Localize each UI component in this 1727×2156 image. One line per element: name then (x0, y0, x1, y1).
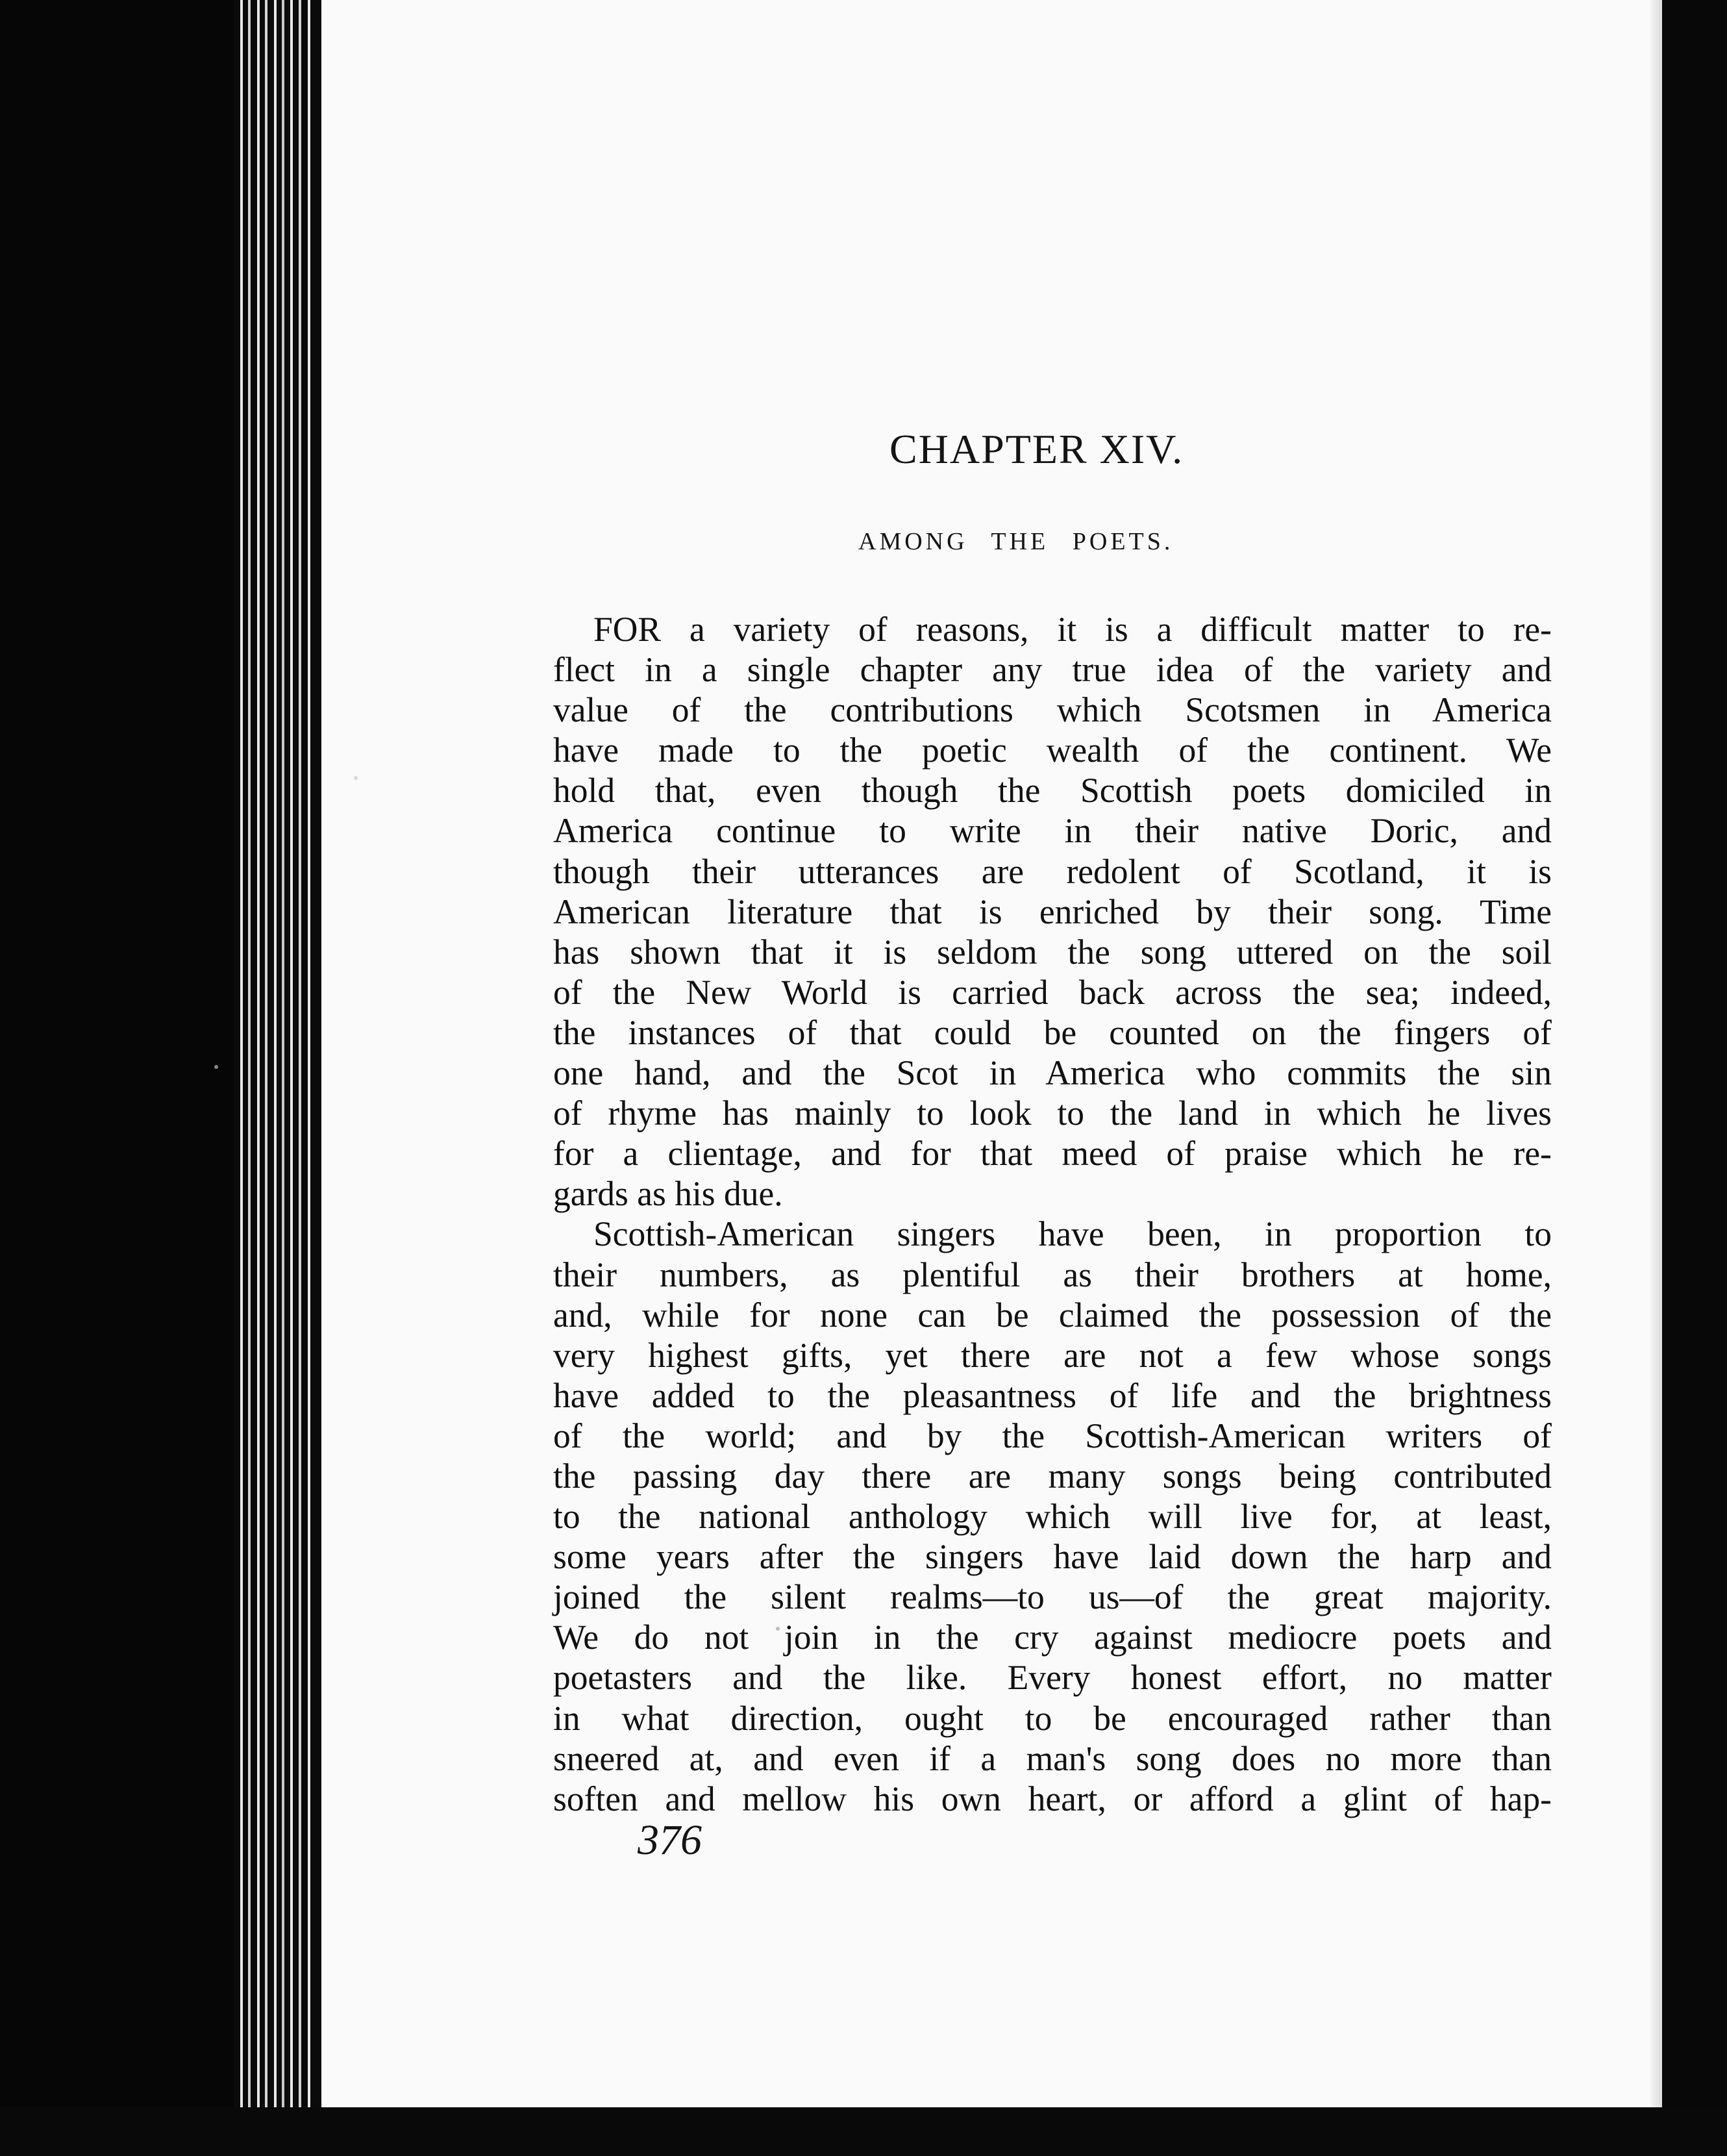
scan-bottom-margin (0, 2107, 1727, 2156)
text-line: for a clientage, and for that meed of praise which he re- (553, 1134, 1552, 1173)
text-line: has shown that it is seldom the song uttered on the soil (553, 932, 1552, 971)
text-line: have made to the poetic wealth of the continent. We (553, 731, 1552, 770)
section-title: AMONG THE POETS. (858, 528, 1174, 555)
page-edge-line (248, 0, 251, 2156)
text-line: the passing day there are many songs being contributed (553, 1456, 1552, 1496)
text-line: to the national anthology which will live for, at least, (553, 1497, 1552, 1536)
text-line: Scottish-American singers have been, in proportion to (593, 1214, 1552, 1254)
chapter-title: CHAPTER XIV. (889, 426, 1184, 472)
scan-speck (354, 776, 358, 780)
text-line: have added to the pleasantness of life and the brightness (553, 1375, 1552, 1415)
page-edge-line (308, 0, 310, 2156)
page-edge-line (282, 0, 284, 2156)
page-edge-line (265, 0, 267, 2156)
page-edge-line (299, 0, 301, 2156)
text-line: American literature that is enriched by their song. Time (553, 892, 1552, 931)
text-line: gards as his due. (553, 1174, 783, 1214)
text-line: value of the contributions which Scotsmen in America (553, 690, 1552, 730)
text-line: though their utterances are redolent of Scotland, it is (553, 851, 1552, 891)
text-line: joined the silent realms—to us—of the great majority. (553, 1577, 1552, 1617)
book-binding-shadow (0, 0, 234, 2156)
text-line: their numbers, as plentiful as their brothers at home, (553, 1255, 1552, 1294)
text-line: very highest gifts, yet there are not a few whose songs (553, 1335, 1552, 1375)
text-line: of the New World is carried back across the sea; indeed, (553, 972, 1552, 1012)
text-line: and, while for none can be claimed the possession of the (553, 1295, 1552, 1335)
paragraph (553, 1214, 1552, 1818)
text-line: of the world; and by the Scottish-American writers of (553, 1416, 1552, 1455)
text-line: America continue to write in their native Doric, and (553, 811, 1552, 851)
text-line: the instances of that could be counted on the fingers of (553, 1012, 1552, 1052)
text-line: one hand, and the Scot in America who commits the sin (553, 1053, 1552, 1093)
text-line: poetasters and the like. Every honest effort, no matter (553, 1658, 1552, 1698)
text-line: FOR a variety of reasons, it is a difficult matter to re- (593, 610, 1552, 649)
paragraph (553, 609, 1552, 1214)
text-line: hold that, even though the Scottish poets domiciled in (553, 771, 1552, 810)
text-line: soften and mellow his own heart, or afford a glint of hap- (553, 1779, 1552, 1818)
text-line: in what direction, ought to be encouraged rather than (553, 1698, 1552, 1738)
page-edge-line (274, 0, 277, 2156)
page-edge-line (290, 0, 293, 2156)
page-number: 376 (638, 1816, 702, 1864)
facing-page-edge (1662, 0, 1727, 2156)
text-line: We do not join in the cry against mediocre poets and (553, 1618, 1552, 1657)
text-line: some years after the singers have laid down the harp and (553, 1537, 1552, 1577)
text-line: sneered at, and even if a man's song does no more than (553, 1738, 1552, 1778)
text-line: of rhyme has mainly to look to the land in which he lives (553, 1094, 1552, 1133)
page-edge-line (240, 0, 243, 2156)
body-text (553, 609, 1552, 1819)
page-gutter-shade (1650, 0, 1662, 2107)
scan-speck (214, 1065, 218, 1069)
page-edge-line (257, 0, 260, 2156)
text-line: flect in a single chapter any true idea of the variety and (553, 650, 1552, 690)
